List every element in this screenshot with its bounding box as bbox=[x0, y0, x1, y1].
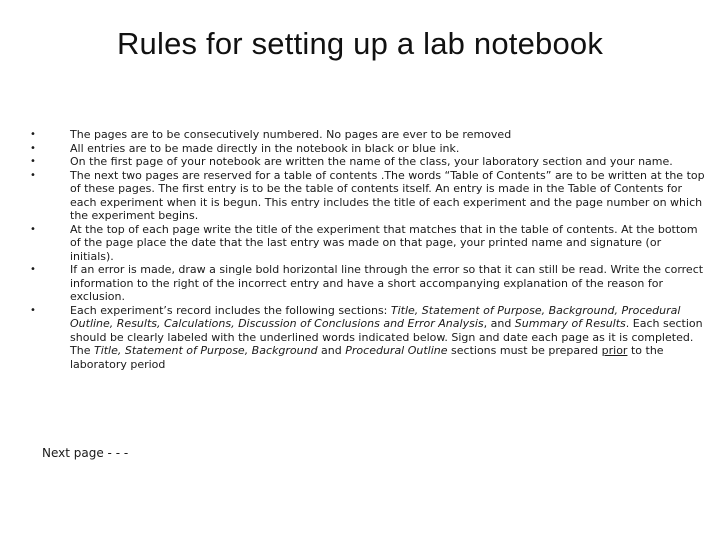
rule-text bbox=[70, 223, 708, 264]
rule-text bbox=[70, 304, 708, 372]
bullet-icon: • bbox=[30, 156, 36, 167]
rule-text-segment: prior bbox=[601, 344, 628, 357]
rule-text-segment: All entries are to be made directly in the notebook in black or blue ink. bbox=[70, 141, 460, 155]
slide-title: Rules for setting up a lab notebook bbox=[116, 26, 604, 61]
rule-text-segment: , and bbox=[483, 317, 515, 330]
rule-text-segment: and bbox=[317, 344, 346, 357]
rule-text-segment: Title, Statement of Purpose, Background bbox=[93, 344, 318, 357]
bullet-icon: • bbox=[30, 223, 36, 235]
rule-item bbox=[28, 155, 708, 169]
rule-item bbox=[28, 263, 708, 304]
bullet-icon: • bbox=[30, 142, 36, 154]
bullet-icon: • bbox=[30, 169, 36, 181]
rule-text-segment: Title, Statement of Purpose, Background, Procedural Outline, Results, Calculations, Discussion of Conclusions and Error Analysis bbox=[70, 303, 681, 330]
next-page-note: Next page - - - bbox=[42, 446, 129, 460]
rules-list bbox=[28, 128, 708, 371]
rule-text bbox=[70, 263, 708, 304]
rule-item bbox=[28, 169, 708, 223]
rule-text-segment: sections must be prepared bbox=[447, 344, 602, 357]
rule-item bbox=[28, 142, 708, 156]
rule-text bbox=[70, 155, 708, 169]
rule-item bbox=[28, 223, 708, 264]
rule-text-segment: Procedural Outline bbox=[345, 344, 448, 357]
rule-text-segment: The pages are to be consecutively numbered. No pages are ever to be removed bbox=[70, 128, 512, 141]
rule-text bbox=[70, 128, 708, 142]
rule-text-segment: On the first page of your notebook are written the name of the class, your laboratory section and your name. bbox=[70, 155, 673, 168]
rule-text bbox=[70, 142, 708, 156]
rule-item bbox=[28, 304, 708, 372]
rule-text-segment: Each experiment’s record includes the following sections: bbox=[70, 303, 391, 317]
rule-item bbox=[28, 128, 708, 142]
rule-text-segment: Summary of Results bbox=[514, 317, 626, 330]
bullet-icon: • bbox=[30, 304, 36, 316]
bullet-icon: • bbox=[30, 264, 36, 275]
rule-text-segment: The next two pages are reserved for a table of contents .The words “Table of Contents” are to be written at the top of these pages. The first entry is to be the table of contents itself. An entry is made in the Table of Contents for each experiment when it is begun. This entry includes the title of each experiment and the page number on which the experiment begins. bbox=[70, 168, 705, 222]
rule-text-segment: If an error is made, draw a single bold horizontal line through the error so that it can still be read. Write the correct information to the right of the incorrect entry and have a short accompanying explanation of the reason for exclusion. bbox=[70, 263, 704, 303]
rule-text-segment: to the laboratory period bbox=[70, 344, 664, 371]
bullet-icon: • bbox=[30, 129, 36, 140]
rule-text bbox=[70, 169, 708, 223]
rule-text-segment: . Each section should be clearly labeled with the underlined words indicated below. Sign and date each page as it is completed. The bbox=[70, 317, 703, 357]
rule-text-segment: At the top of each page write the title of the experiment that matches that in the table of contents. At the bottom of the page place the date that the last entry was made on that page, your printed name and signature (or initials). bbox=[70, 222, 698, 263]
